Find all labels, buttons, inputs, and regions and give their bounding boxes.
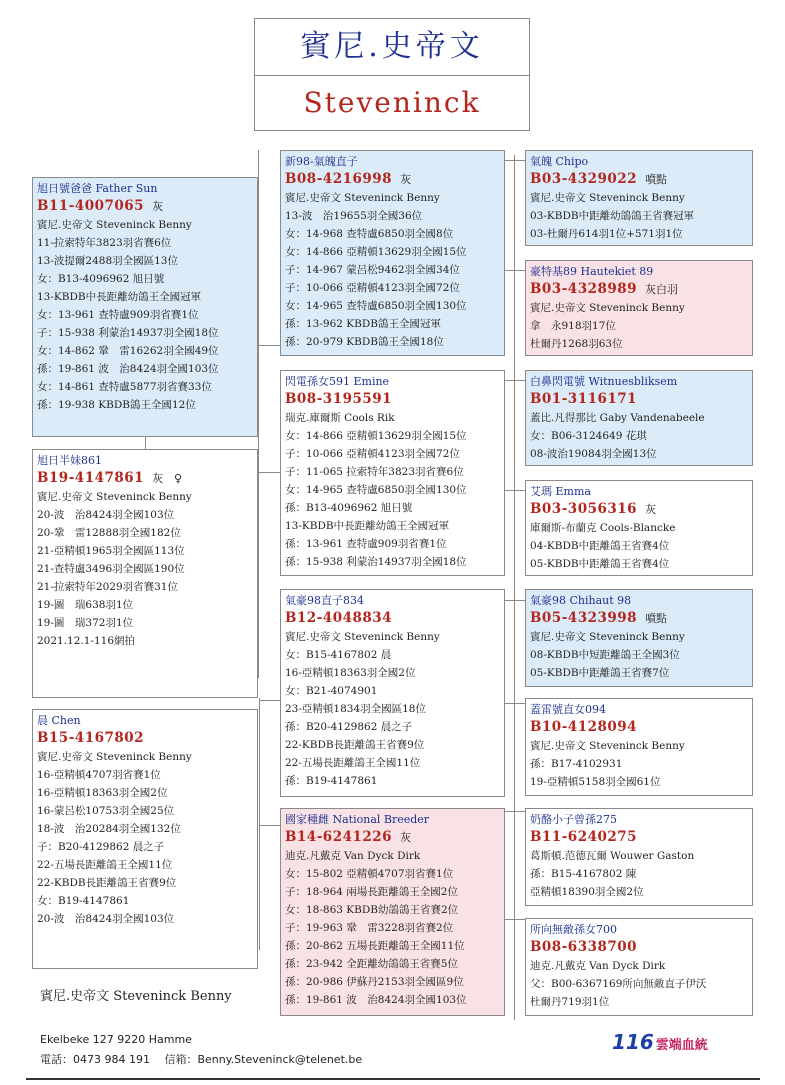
ring-number: B08-4216998 灰	[285, 171, 412, 187]
ring-number: B08-3195591	[285, 391, 393, 407]
bird-name: 氣豪98直子834	[285, 594, 364, 607]
color-label: 灰	[400, 831, 412, 844]
connector-line	[505, 919, 525, 920]
bird-notes: 賓尼.史帝文 Steveninck Benny 20-波 治8424羽全國103位 20-鞏 雷12888羽全國182位 21-亞精頓1965羽全國區113位 21-查特盧3496羽全國區190位 21-拉索特年2029羽省賽31位 19-圖 瑞638羽1位 19-圖 瑞372羽1位 2021.12.1-116網拍	[37, 491, 192, 647]
bird-notes: 迪克.凡戴克 Van Dyck Dirk 女：15-802 亞精頓4707羽省賽1位 子：18-964 兩場長距離鴿王全國2位 女：18-863 KBDB幼鴿鴿王省賽2位 子：19-963 鞏 雷3228羽省賽2位 孫：20-862 五場長距離鴿王全國11位 孫：23-942 全距離幼鴿鴿王省賽5位 孫：20-986 伊蘇丹2153羽全國區9位 孫：19-861 波 治8424羽全國103位	[285, 850, 467, 1006]
bird-notes: 瑞克.庫爾斯 Cools Rik 女：14-866 亞精頓13629羽全國15位 子：10-066 亞精頓4123羽全國72位 子：11-065 拉索特年3823羽省賽6位 女：14-965 查特盧6850羽全國130位 孫：B13-4096962 旭日號 13-KBDB中長距離幼鴿王全國冠軍 孫：13-961 查特盧909羽省賽1位 孫：15-938 利蒙治14937羽全國18位	[285, 412, 467, 568]
granddam-hautekiet-box: 豪特基89 Hautekiet 89 B03-4328989 灰白羽 賓尼.史帝文 Steveninck Benny 拿 永918羽17位 杜爾丹1268羽63位	[525, 260, 753, 356]
ring-number: B11-6240275	[530, 829, 638, 845]
platform-logo	[612, 1030, 708, 1054]
connector-line	[258, 345, 280, 346]
connector-line	[505, 160, 525, 161]
pedigree-title-box	[254, 18, 530, 131]
footer-divider	[26, 1078, 760, 1080]
connector-line	[258, 150, 259, 678]
bird-name: 旭日半妹861	[37, 454, 102, 467]
connector-line	[505, 270, 525, 271]
bird-notes: 賓尼.史帝文 Steveninck Benny 13-波 治19655羽全國36位 女：14-968 查特盧6850羽全國8位 女：14-866 亞精頓13629羽全國15位 子：14-967 蒙呂松9462羽全國34位 子：10-066 亞精頓4123羽全國72位 女：14-965 查特盧6850羽全國130位 孫：13-962 KBDB鴿王全國冠軍 孫：20-979 KBDB鴿王全國18位	[285, 192, 467, 348]
ring-number: B03-4328989 灰白羽	[530, 281, 679, 297]
color-label: 灰 ♀	[152, 472, 183, 485]
color-label: 灰	[645, 503, 657, 516]
bird-name: 氣豪98 Chihaut 98	[530, 594, 632, 607]
grandsire-chipo-box: 氣魄 Chipo B03-4329022 噴點 賓尼.史帝文 Steveninck Benny 03-KBDB中距離幼鴿鴿王省賽冠軍 03-杜爾丹614羽1位+571羽1位	[525, 150, 753, 246]
bird-notes: 賓尼.史帝文 Steveninck Benny 11-拉索特年3823羽省賽6位 13-波提爾2488羽全國區13位 女：B13-4096962 旭日號 13-KBDB中長距離幼鴿王全國冠軍 女：13-961 查特盧909羽省賽1位 子：15-938 利蒙治14937羽全國18位 女：14-862 鞏 雷16262羽全國49位 孫：19-861 波 治8424羽全國103位 女：14-861 查特盧5877羽省賽33位 孫：19-938 KBDB鴿王全國12位	[37, 219, 219, 411]
national-breeder-box	[280, 808, 505, 1016]
dam-box	[280, 370, 505, 576]
sire-box	[280, 150, 505, 356]
ring-number: B14-6241226 灰	[285, 829, 412, 845]
connector-line	[505, 811, 525, 812]
logo-number: 116	[612, 1030, 654, 1054]
connector-line	[505, 380, 525, 381]
bird-name: 閃電孫女591 Emine	[285, 375, 390, 388]
bird-notes: 賓尼.史帝文 Steveninck Benny 16-亞精頓4707羽省賽1位 16-亞精頓18363羽全國2位 16-蒙呂松10753羽全國25位 18-波 治20284羽全國132位 子：B20-4129862 晨之子 22-五場長距離鴿王全國11位 22-KBDB長距離鴿王省賽9位 女：B19-4147861 20-波 治8424羽全國103位	[37, 751, 192, 925]
granddam-094-box: 蓋雷號直女094 B10-4128094 賓尼.史帝文 Steveninck Benny 孫：B17-4102931 19-亞精頓5158羽全國61位	[525, 698, 753, 796]
granddam-emma-box: 艾瑪 Emma B03-3056316 灰 庫爾斯-布蘭克 Cools-Blancke 04-KBDB中距離鴿王省賽4位 05-KBDB中距離鴿王省賽4位	[525, 480, 753, 576]
ring-number: B03-3056316 灰	[530, 501, 657, 517]
footer-address: Ekelbeke 127 9220 Hamme	[40, 1033, 192, 1046]
ring-number: B15-4167802	[37, 730, 145, 746]
bird-notes: 賓尼.史帝文 Steveninck Benny 女：B15-4167802 晨 16-亞精頓18363羽全國2位 女：B21-4074901 23-亞精頓1834羽全國區18位 孫：B20-4129862 晨之子 22-KBDB長距離鴿王省賽9位 22-五場長距離鴿王全國11位 孫：B19-4147861	[285, 631, 440, 787]
bird-name: 白鼻閃電號 Witnuesbliksem	[530, 375, 678, 388]
sibling-dam-box	[32, 709, 258, 969]
connector-line	[259, 698, 260, 950]
breeder-name-en: Steveninck	[303, 86, 481, 119]
bird-name: 蓋雷號直女094	[530, 703, 606, 716]
ring-number: B19-4147861 灰 ♀	[37, 470, 183, 486]
footer-contact: 電話：0473 984 191 信箱：Benny.Steveninck@telenet.be	[40, 1053, 363, 1066]
granddam-700-box: 所向無敵孫女700 B08-6338700 迪克.凡戴克 Van Dyck Dirk 父：B00-6367169所向無敵直子伊沃 杜爾丹719羽1位	[525, 918, 753, 1016]
color-label: 灰	[152, 200, 164, 213]
bird-name: 豪特基89 Hautekiet 89	[530, 265, 654, 278]
ring-number: B01-3116171	[530, 391, 638, 407]
bird-name: 艾瑪 Emma	[530, 485, 591, 498]
bird-name: 旭日號爸爸 Father Sun	[37, 182, 158, 195]
connector-line	[514, 155, 515, 1020]
color-label: 噴點	[645, 173, 668, 186]
connector-line	[259, 825, 280, 826]
bird-name: 新98-氣魄直子	[285, 155, 358, 168]
color-label: 噴點	[645, 612, 668, 625]
connector-line	[258, 472, 280, 473]
bird-name: 所向無敵孫女700	[530, 923, 617, 936]
bird-name: 晨 Chen	[37, 714, 81, 727]
connector-line	[505, 600, 525, 601]
ring-number: B03-4329022 噴點	[530, 171, 668, 187]
sibling-sire-box	[280, 589, 505, 797]
bird-name: 國家種雌 National Breeder	[285, 813, 430, 826]
ring-number: B08-6338700	[530, 939, 638, 955]
ring-number: B12-4048834	[285, 610, 393, 626]
grandsire-275-box: 奶酪小子曾孫275 B11-6240275 葛斯頓.范德瓦爾 Wouwer Gaston 孫：B15-4167802 陳 亞精頓18390羽全國2位	[525, 808, 753, 906]
logo-text: 雲端血統	[655, 1038, 708, 1053]
ring-number: B11-4007065 灰	[37, 198, 164, 214]
bird-name: 氣魄 Chipo	[530, 155, 589, 168]
connector-line	[505, 490, 525, 491]
ring-number: B05-4323998 噴點	[530, 610, 668, 626]
connector-line	[145, 437, 146, 449]
color-label: 灰白羽	[645, 283, 679, 296]
subject-bird-box	[32, 177, 258, 437]
connector-line	[505, 703, 525, 704]
connector-line	[259, 700, 280, 701]
grandsire-witnuesbliksem-box: 白鼻閃電號 Witnuesbliksem B01-3116171 蓋比.凡得那比 Gaby Vandenabeele 女：B06-3124649 花琪 08-波治19084羽全國13位	[525, 370, 753, 466]
breeder-name-zh: 賓尼.史帝文	[255, 19, 529, 76]
ring-number: B10-4128094	[530, 719, 638, 735]
color-label: 灰	[400, 173, 412, 186]
bird-name: 奶酪小子曾孫275	[530, 813, 617, 826]
grandsire-chihaut-box: 氣豪98 Chihaut 98 B05-4323998 噴點 賓尼.史帝文 Steveninck Benny 08-KBDB中短距離鴿王全國3位 05-KBDB中距離鴿王省賽7位	[525, 589, 753, 687]
half-sister-box	[32, 449, 258, 698]
breeder-signature: 賓尼.史帝文 Steveninck Benny	[40, 989, 232, 1004]
